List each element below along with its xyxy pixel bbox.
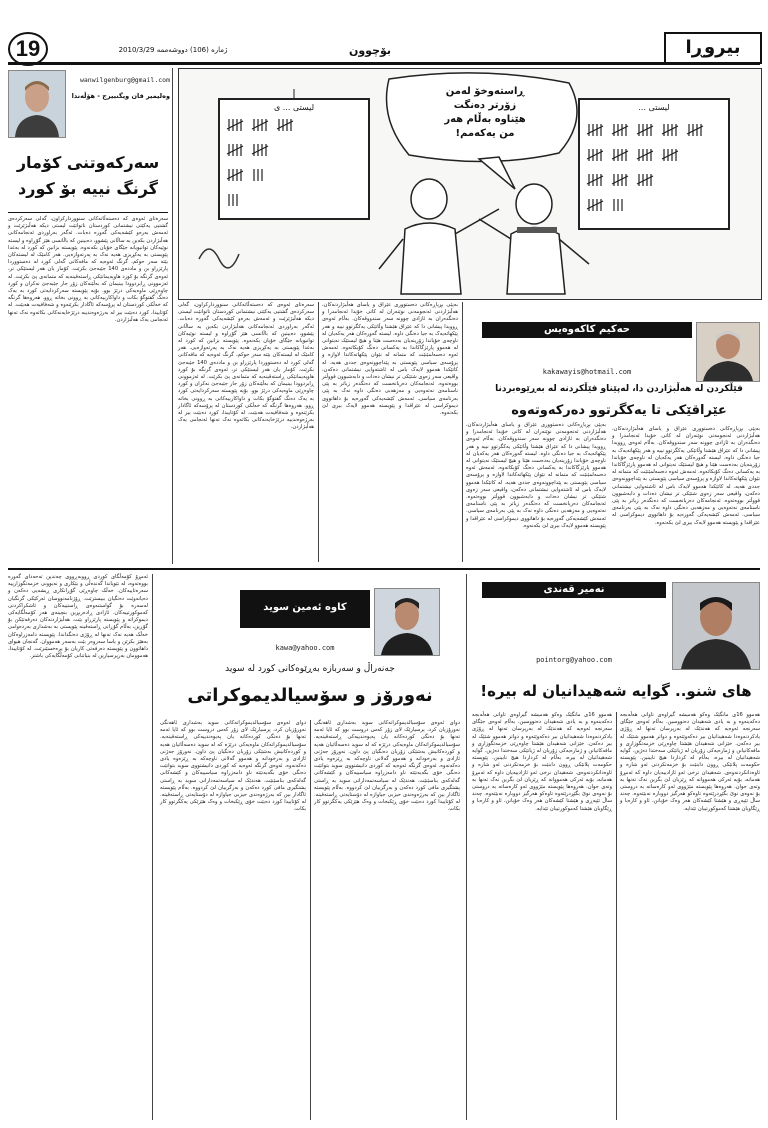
middle-text-col2: بەپێی بڕیاڕەکانی دەستووری عێراق و یاسای هەڵبژاردنەکان، هەڵبژاردنی ئەنجومەنی نوێنەران لە کاتی خۆیدا ئەنجامدرا و دەنگدەران بە ئازادی چوونە سەر سندووقەکان. بەڵام ئەوەی ڕوویدا پیشانی دا کە عێراق هێشتا وڵاتێکی یەکگرتوو نییە و هەر پێکهاتەیەک بە جیا دەنگی داوە. لیستە گەورەکان هەر یەکەیان لە ناوچەی خۆیاندا زۆرینەیان بەدەست هێنا و هیچ لیستێک نەیتوانی لە هەموو پارێزگاکاندا بە یەکسانی دەنگ کۆبکاتەوە. ئەمەش ئەوە دەسەلمێنێت کە متمانە لە نێوان پێکهاتەکاندا لاوازە و پرۆسەی سیاسی پێویستی بە پێداچوونەوەی جددی هەیە. لە کاتێکدا هەموو لایەک باس لە ئاشتەوایی نیشتمانی دەکەن، واقیعی سەر زەوی شتێکی تر نیشان دەدات و دابەشبوون قووڵتر بووەتەوە. ئەنجامەکان دەریانخست کە دەنگدەر زیاتر بە پێی ناسنامەی نەتەوەیی و مەزهەبی دەنگی داوە نەک بە پێی بەرنامەی سیاسی. ئەمەش کێشەیەکی گەورەیە بۆ داهاتووی دیموکراسی لە عێراقدا و پێویستە هەموو لایەک بیری لێ بکەنەوە. <box>320 302 458 417</box>
writer-email-kakawayis: kakawayis@hotmail.com <box>542 368 632 376</box>
col-divider-bottom4 <box>616 712 617 1120</box>
right-article-title: عێراقێکی تا یەکگرتوو دەرکەوتەوە <box>511 403 727 418</box>
writer-email-kawa: kawa@yahoo.com <box>275 644 335 652</box>
section-banner-text: بیروڕا <box>685 37 741 58</box>
bottom-left-body: ئەمڕۆ کۆمەڵگای کوردی ڕووبەڕووی چەندین تەحەدای گەورە بووەتەوە، لە نێویاندا گەندەڵی و بێکاری و نەبوونی خزمەتگوزارییە سەرەتاییەکان. خەڵک چاوەڕێی گۆڕانکاری ڕیشەیی دەکەن و دەیانەوێت دەنگیان ببیسترێت. ڕۆژنامەنووسان ئەرکێکی گرنگیان لەسەرە بۆ گواستنەوەی ڕاستییەکان و ئاشکراکردنی کەموکورتییەکان. ئازادی ڕادەربڕین بنچینەی هەر کۆمەڵگایەکی دیموکراتە و پێویستە پارێزراو بێت. هەڵبژاردنەکان دەرفەتێکن بۆ گۆڕین، بەڵام گۆڕانی ڕاستەقینە پێویستی بە بەشداری بەردەوامی خەڵک هەیە نەک تەنها لە ڕۆژی دەنگداندا. پێویستە دامەزراوەکان بەهێز بکرێن و یاسا سەروەر بێت بەسەر هەمووان. گەنجان هیوای داهاتوون و پێویستە دەرفەتی کاریان بۆ بڕەخسێنرێت. لە کۆتاییدا، هەموومان بەرپرسیارین لە بنیاتنانی کۆمەڵگایەکی باشتر. <box>6 574 148 660</box>
page-header <box>0 0 768 62</box>
page-number-badge <box>8 32 48 66</box>
board-left-label: لیستی ... ی <box>273 103 315 112</box>
left-article-headline <box>8 150 168 210</box>
middle-writer-block <box>160 588 460 660</box>
writer-email-pointorg: pointorg@yahoo.com <box>536 656 612 664</box>
cartoon <box>178 68 762 300</box>
issue-info: ژماره (106) دووشه‌ممه 2010/3/29 <box>118 46 228 54</box>
right-bottom-article-title: های شنو.. گوایە شەهیدانیان لە بیرە! <box>480 682 752 700</box>
middle-article-body-col1: دوای ئەوەی سۆسیالدیموکراتەکانی سوید بەشداری ئاهەنگی نەورۆزیان کرد، پرسیارێک لای زۆر کەس دروست بوو کە ئایا ئەمە تەنها بۆ دەنگی کوردەکانە یان پەیوەندییەکی ڕاستەقینەیە. سۆسیالدیموکراتەکان ماوەیەکی درێژە کە لە سوید دەسەڵاتیان هەیە و کوردەکانیش بەشێکی زۆریان دەنگیان پێ داون. نەورۆز جەژنی ئازادی و بەرخودانە و هەموو گەلانی ناوچەکە بە ڕێزەوە یادی دەکەنەوە. ئەوەی گرنگە ئەوەیە کە کوردی دانیشتووی سوید بتوانێت دەنگی خۆی بگەیەنێتە ناو دامەزراوە سیاسییەکان و کێشەکانی گەلەکەی بناسێنێت. هەندێک لە سیاسەتمەدارانی سوید بە ڕاستی پشتگیری مافی کورد دەکەن و بەرگرییان لێ کردووە. بەڵام پێویستە ئاگادار بین کە بەرژەوەندی حیزبی جیاوازە لە دۆستایەتی ڕاستەقینە. لە کۆتاییدا کورد دەبێت خۆی ڕێکبخات و وەک هێزێکی یەکگرتوو کار بکات. <box>158 720 306 813</box>
middle-article-kicker: جەنەراڵ و سەربازە بەڕێوەکانی کورد لە سوید <box>225 664 395 674</box>
col-divider-bottom3 <box>466 574 467 1120</box>
col-divider-mid2 <box>462 302 463 562</box>
mid-page-rule <box>8 568 760 570</box>
section-banner <box>664 32 762 64</box>
col-divider-bottom2 <box>310 720 311 1120</box>
left-writer-block <box>8 68 168 156</box>
writer-photo-pointorg <box>672 582 760 670</box>
writer-name-pointorg: نەمیر قەندی <box>482 582 666 598</box>
right-article-kicker: فێڵکردن لە هەڵبژاردن دا، لەپێناو فێڵکردنە لە بەڕێوەبردنا <box>495 384 743 394</box>
writer-photo-kakawayis <box>696 322 760 382</box>
cartoon-speech-bubble: ڕاستەوخۆ لە‌من زۆرتر دەنگت هێناوە بەڵام هەر من یەکەمم! <box>444 86 526 139</box>
writer-photo-wanwilgenburg <box>8 70 66 138</box>
paper-name: بۆچوون <box>348 44 392 57</box>
board-right-label: لیستی ... <box>638 103 670 112</box>
left-article-title-line1: سەرکەوتنی کۆمار <box>16 153 160 172</box>
writer-name-kakawayis: حەکیم کاکەوەیس <box>482 322 692 338</box>
writer-name-kawa-text: کاوە ئەمین سوید <box>263 602 347 613</box>
right-bottom-writer-block <box>472 582 760 672</box>
col-divider-bottom1 <box>152 574 153 1120</box>
writer-photo-kawa <box>374 588 440 656</box>
left-article-body: سەرەتای ئەوەی کە دەستەڵاتەکانی سنووردارکراون، گەلی سەرکردەی گشتیی یەکێتی نیشتمانی کوردستان ناتوانێت لیستی دیکە هەڵبژێرێت و ئەمەش بەرەو کێشەیەکی گەورە دەبات. ئەگەر بەراوردی ئەنجامەکانی هەڵبژاردن بکەین بە ساڵانی پێشوو، دەبینین کە باڵانسی هێز گۆڕاوە و لیستە نوێیەکان توانیویانە جێگای خۆیان بکەنەوە. پێویستە بزانین کە کورد لە بەغدا پێویستی بە یەکڕیزی هەیە نەک بە پەرتەوازەیی. هەر کامێک لە لیستەکان بێتە سەر حوکم، گرنگ ئەوەیە کە مافەکانی گەلی کورد لە دەستووردا پارێزراو بن و ماددەی 140 جێبەجێ بکرێت. کۆمار یان هەر لیستێکی تر، ئەوەی گرنگە بۆ کورد هاوپەیمانێکی ڕاستەقینەیە کە متمانەی پێ بکرێت. لە ئەزموونی ڕابردوودا بینیمان کە بەڵێنەکان زۆر جار جێبەجێ نەکران و کورد چاوەڕێی ماوەیەکی درێژ بوو. بۆیە پێویستە سەرکردایەتی کورد بە یەک دەنگ گفتوگۆ بکات و داواکارییەکانی بە ڕوونی بخاتە ڕوو. هەروەها گرنگە کە خەڵکی کوردستان لە پرۆسەکە ئاگادار بکرێنەوە و شەفافیەت هەبێت. لە کۆتاییدا، کورد دەبێت بیر لە بەرژەوەندییە درێژخایەنەکانی بکاتەوە نەک تەنها ئەنجامی یەک هەڵبژاردن. <box>6 216 168 323</box>
writer-name: وەلیمیر قان ویگنبیرج - هۆڵەندا <box>71 92 170 100</box>
middle-article-title: نەورۆز و سۆسیالدیموکراتی <box>187 685 433 706</box>
page-number: 19 <box>15 36 41 61</box>
middle-text-col3: بەپێی بڕیاڕەکانی دەستووری عێراق و یاسای هەڵبژاردنەکان، هەڵبژاردنی ئەنجومەنی نوێنەران لە کاتی خۆیدا ئەنجامدرا و دەنگدەران بە ئازادی چوونە سەر سندووقەکان. بەڵام ئەوەی ڕوویدا پیشانی دا کە عێراق هێشتا وڵاتێکی یەکگرتوو نییە و هەر پێکهاتەیەک بە جیا دەنگی داوە. لیستە گەورەکان هەر یەکەیان لە ناوچەی خۆیاندا زۆرینەیان بەدەست هێنا و هیچ لیستێک نەیتوانی لە هەموو پارێزگاکاندا بە یەکسانی دەنگ کۆبکاتەوە. ئەمەش ئەوە دەسەلمێنێت کە متمانە لە نێوان پێکهاتەکاندا لاوازە و پرۆسەی سیاسی پێویستی بە پێداچوونەوەی جددی هەیە. لە کاتێکدا هەموو لایەک باس لە ئاشتەوایی نیشتمانی دەکەن، واقیعی سەر زەوی شتێکی تر نیشان دەدات و دابەشبوون قووڵتر بووەتەوە. ئەنجامەکان دەریانخست کە دەنگدەر زیاتر بە پێی ناسنامەی نەتەوەیی و مەزهەبی دەنگی داوە نەک بە پێی بەرنامەی سیاسی. ئەمەش کێشەیەکی گەورەیە بۆ داهاتووی دیموکراسی لە عێراقدا و پێویستە هەموو لایەک بیری لێ بکەنەوە. <box>464 422 606 529</box>
middle-text-col1: سەرەتای ئەوەی کە دەستەڵاتەکانی سنووردارکراون، گەلی سەرکردەی گشتیی یەکێتی نیشتمانی کوردستان ناتوانێت لیستی دیکە هەڵبژێرێت و ئەمەش بەرەو کێشەیەکی گەورە دەبات. ئەگەر بەراوردی ئەنجامەکانی هەڵبژاردن بکەین بە ساڵانی پێشوو، دەبینین کە باڵانسی هێز گۆڕاوە و لیستە نوێیەکان توانیویانە جێگای خۆیان بکەنەوە. پێویستە بزانین کە کورد لە بەغدا پێویستی بە یەکڕیزی هەیە نەک بە پەرتەوازەیی. هەر کامێک لە لیستەکان بێتە سەر حوکم، گرنگ ئەوەیە کە مافەکانی گەلی کورد لە دەستووردا پارێزراو بن و ماددەی 140 جێبەجێ بکرێت. کۆمار یان هەر لیستێکی تر، ئەوەی گرنگە بۆ کورد هاوپەیمانێکی ڕاستەقینەیە کە متمانەی پێ بکرێت. لە ئەزموونی ڕابردوودا بینیمان کە بەڵێنەکان زۆر جار جێبەجێ نەکران و کورد چاوەڕێی ماوەیەکی درێژ بوو. بۆیە پێویستە سەرکردایەتی کورد بە یەک دەنگ گفتوگۆ بکات و داواکارییەکانی بە ڕوونی بخاتە ڕوو. هەروەها گرنگە کە خەڵکی کوردستان لە پرۆسەکە ئاگادار بکرێنەوە و شەفافیەت هەبێت. لە کۆتاییدا، کورد دەبێت بیر لە بەرژەوەندییە درێژخایەنەکانی بکاتەوە نەک تەنها ئەنجامی یەک هەڵبژاردن. <box>176 302 314 431</box>
col-divider-left <box>172 68 173 564</box>
right-bottom-body-col1: هەموو 16ی مانگێک وەکو هەمیشە گیراوەی تاوانی هەڵەبجە دەکەینەوە و بە یادی شەهیدان دەنووسین. بەڵام ئەوەی جێگای سەرنجە ئەوەیە کە هەندێک لە بەرپرسان تەنها لە ڕۆژی یادکردنەوەدا شەهیدانیان بیر دەکەوێتەوە و دواتر هەموو شتێک لە بیر دەکەن. خێزانی شەهیدان هێشتا چاوەڕێی خزمەتگوزاری و مافەکانیانن و ژمارەیەکی زۆریان لە ژیانێکی سەختدا دەژین. گوایە شەهیدانیان لە بیرە، بەڵام لە کرداردا هیچ نابینین. پێویستە حکومەت پلانێکی ڕوون دابنێت بۆ خزمەتکردنی ئەو شارە و ئاوەدانکردنەوەی. شەهیدان نرخی ئەو ئازادییەیان داوە کە ئەمڕۆ هەمانە، بۆیە ئەرکی هەمووانە کە ڕێزیان لێ بگرین نەک تەنها بە وتەی جوان. هەروەها پێویستە مێژووی ئەو کارەساتە بە دروستی بۆ نەوەی نوێ بگێڕدرێتەوە تاوەکو هەرگیز دووبارە نەبێتەوە. چەند ساڵ تێپەڕی و هێشتا کێشەکان هەر وەک خۆیانن، ئاو و کارەبا و ڕێگاوبان هێشتا کەموکورتییان تێدایە. <box>470 712 612 812</box>
col-divider-mid1 <box>318 302 319 562</box>
middle-article-body-col2: دوای ئەوەی سۆسیالدیموکراتەکانی سوید بەشداری ئاهەنگی نەورۆزیان کرد، پرسیارێک لای زۆر کەس دروست بوو کە ئایا ئەمە تەنها بۆ دەنگی کوردەکانە یان پەیوەندییەکی ڕاستەقینەیە. سۆسیالدیموکراتەکان ماوەیەکی درێژە کە لە سوید دەسەڵاتیان هەیە و کوردەکانیش بەشێکی زۆریان دەنگیان پێ داون. نەورۆز جەژنی ئازادی و بەرخودانە و هەموو گەلانی ناوچەکە بە ڕێزەوە یادی دەکەنەوە. ئەوەی گرنگە ئەوەیە کە کوردی دانیشتووی سوید بتوانێت دەنگی خۆی بگەیەنێتە ناو دامەزراوە سیاسییەکان و کێشەکانی گەلەکەی بناسێنێت. هەندێک لە سیاسەتمەدارانی سوید بە ڕاستی پشتگیری مافی کورد دەکەن و بەرگرییان لێ کردووە. بەڵام پێویستە ئاگادار بین کە بەرژەوەندی حیزبی جیاوازە لە دۆستایەتی ڕاستەقینە. لە کۆتاییدا کورد دەبێت خۆی ڕێکبخات و وەک هێزێکی یەکگرتوو کار بکات. <box>312 720 460 813</box>
writer-name-kawa <box>240 590 370 628</box>
right-writer-block <box>482 322 760 382</box>
right-bottom-body-col2: هەموو 16ی مانگێک وەکو هەمیشە گیراوەی تاوانی هەڵەبجە دەکەینەوە و بە یادی شەهیدان دەنووسین. بەڵام ئەوەی جێگای سەرنجە ئەوەیە کە هەندێک لە بەرپرسان تەنها لە ڕۆژی یادکردنەوەدا شەهیدانیان بیر دەکەوێتەوە و دواتر هەموو شتێک لە بیر دەکەن. خێزانی شەهیدان هێشتا چاوەڕێی خزمەتگوزاری و مافەکانیانن و ژمارەیەکی زۆریان لە ژیانێکی سەختدا دەژین. گوایە شەهیدانیان لە بیرە، بەڵام لە کرداردا هیچ نابینین. پێویستە حکومەت پلانێکی ڕوون دابنێت بۆ خزمەتکردنی ئەو شارە و ئاوەدانکردنەوەی. شەهیدان نرخی ئەو ئازادییەیان داوە کە ئەمڕۆ هەمانە، بۆیە ئەرکی هەمووانە کە ڕێزیان لێ بگرین نەک تەنها بە وتەی جوان. هەروەها پێویستە مێژووی ئەو کارەساتە بە دروستی بۆ نەوەی نوێ بگێڕدرێتەوە تاوەکو هەرگیز دووبارە نەبێتەوە. چەند ساڵ تێپەڕی و هێشتا کێشەکان هەر وەک خۆیانن، ئاو و کارەبا و ڕێگاوبان هێشتا کەموکورتییان تێدایە. <box>618 712 760 812</box>
right-article-body: بەپێی بڕیاڕەکانی دەستووری عێراق و یاسای هەڵبژاردنەکان، هەڵبژاردنی ئەنجومەنی نوێنەران لە کاتی خۆیدا ئەنجامدرا و دەنگدەران بە ئازادی چوونە سەر سندووقەکان. بەڵام ئەوەی ڕوویدا پیشانی دا کە عێراق هێشتا وڵاتێکی یەکگرتوو نییە و هەر پێکهاتەیەک بە جیا دەنگی داوە. لیستە گەورەکان هەر یەکەیان لە ناوچەی خۆیاندا زۆرینەیان بەدەست هێنا و هیچ لیستێک نەیتوانی لە هەموو پارێزگاکاندا بە یەکسانی دەنگ کۆبکاتەوە. ئەمەش ئەوە دەسەلمێنێت کە متمانە لە نێوان پێکهاتەکاندا لاوازە و پرۆسەی سیاسی پێویستی بە پێداچوونەوەی جددی هەیە. لە کاتێکدا هەموو لایەک باس لە ئاشتەوایی نیشتمانی دەکەن، واقیعی سەر زەوی شتێکی تر نیشان دەدات و دابەشبوون قووڵتر بووەتەوە. ئەنجامەکان دەریانخست کە دەنگدەر زیاتر بە پێی ناسنامەی نەتەوەیی و مەزهەبی دەنگی داوە نەک بە پێی بەرنامەی سیاسی. ئەمەش کێشەیەکی گەورەیە بۆ داهاتووی دیموکراسی لە عێراقدا و پێویستە هەموو لایەک بیری لێ بکەنەوە. <box>610 426 760 526</box>
writer-email: wanwilgenburg@gmail.com <box>79 76 170 84</box>
left-article-title-line2: گرنگ نییە بۆ کورد <box>18 179 158 198</box>
header-rule <box>8 62 760 65</box>
left-headline-rule <box>8 212 168 213</box>
